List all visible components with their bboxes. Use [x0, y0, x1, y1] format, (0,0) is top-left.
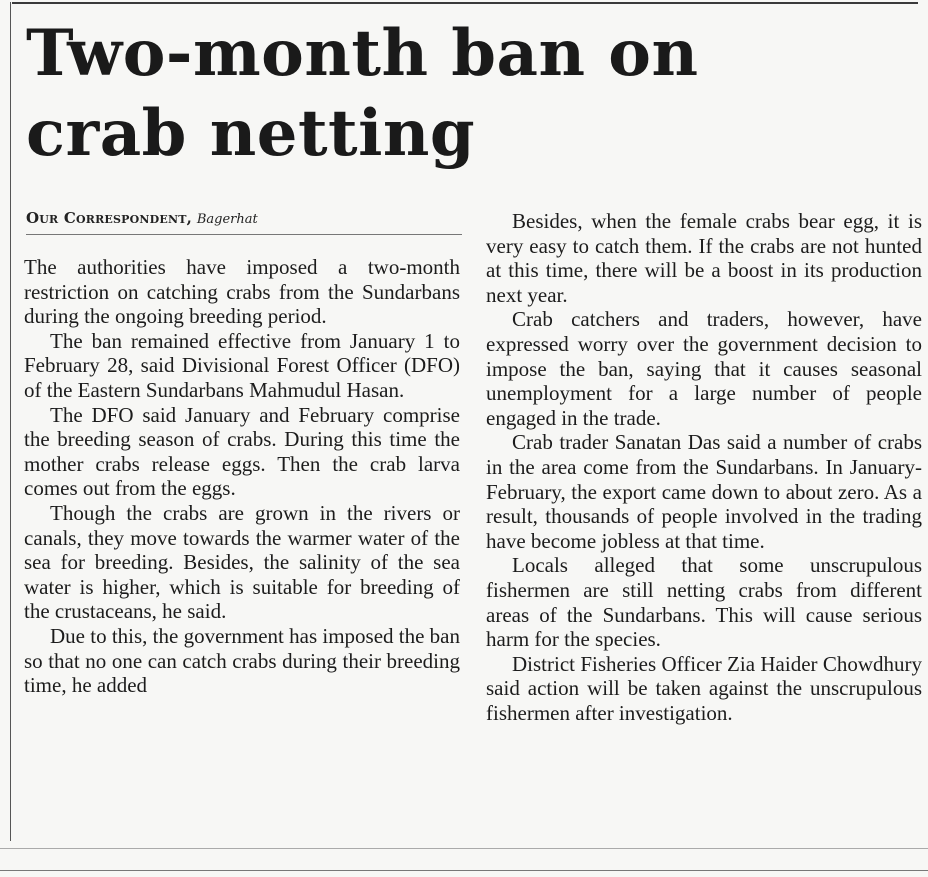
- paragraph: The authorities have imposed a two-month restriction on catching crabs from the Sundarbans during the ongoing breeding period.: [24, 255, 460, 329]
- right-column: [486, 209, 922, 725]
- paragraph: Besides, when the female crabs bear egg, it is very easy to catch them. If the crabs are not hunted at this time, there will be a boost in its production next year.: [486, 209, 922, 307]
- left-column-rule: [10, 2, 11, 841]
- paragraph: Crab catchers and traders, however, have expressed worry over the government decision to impose the ban, saying that it causes seasonal unemployment for a large number of people engaged in the trade.: [486, 307, 922, 430]
- paragraph: The DFO said January and February comprise the breeding season of crabs. During this time the mother crabs release eggs. Then the crab larva comes out from the eggs.: [24, 402, 460, 501]
- left-column: [24, 255, 460, 698]
- headline: [26, 14, 906, 174]
- paragraph: The ban remained effective from January 1 to February 28, said Divisional Forest Officer (DFO) of the Eastern Sundarbans Mahmudul Hasan.: [24, 328, 460, 402]
- bottom-rule-upper: [0, 848, 928, 849]
- byline-rule: [26, 234, 462, 235]
- paragraph: Due to this, the government has imposed the ban so that no one can catch crabs during their breeding time, he added: [24, 623, 461, 698]
- paragraph: District Fisheries Officer Zia Haider Chowdhury said action will be taken against the unscrupulous fishermen after investigation.: [486, 651, 922, 725]
- byline: [26, 209, 258, 227]
- bottom-rule: [0, 870, 928, 871]
- paragraph: Though the crabs are grown in the rivers or canals, they move towards the warmer water of the sea for breeding. Besides, the salinity of the sea water is higher, which is suitable for breeding of the crustaceans, he said.: [24, 500, 460, 624]
- headline-line-2: crab netting: [26, 96, 476, 171]
- paragraph: Crab trader Sanatan Das said a number of crabs in the area come from the Sundarbans. In January-February, the export came down to about zero. As a result, thousands of people involved in the trading have become jobless at that time.: [486, 430, 922, 553]
- byline-correspondent: Our Correspondent,: [26, 209, 193, 227]
- headline-line-1: Two-month ban on: [26, 16, 699, 91]
- byline-place: Bagerhat: [196, 212, 258, 227]
- paragraph: Locals alleged that some unscrupulous fishermen are still netting crabs from different areas of the Sundarbans. This will cause serious harm for the species.: [486, 553, 922, 652]
- top-rule: [12, 2, 918, 4]
